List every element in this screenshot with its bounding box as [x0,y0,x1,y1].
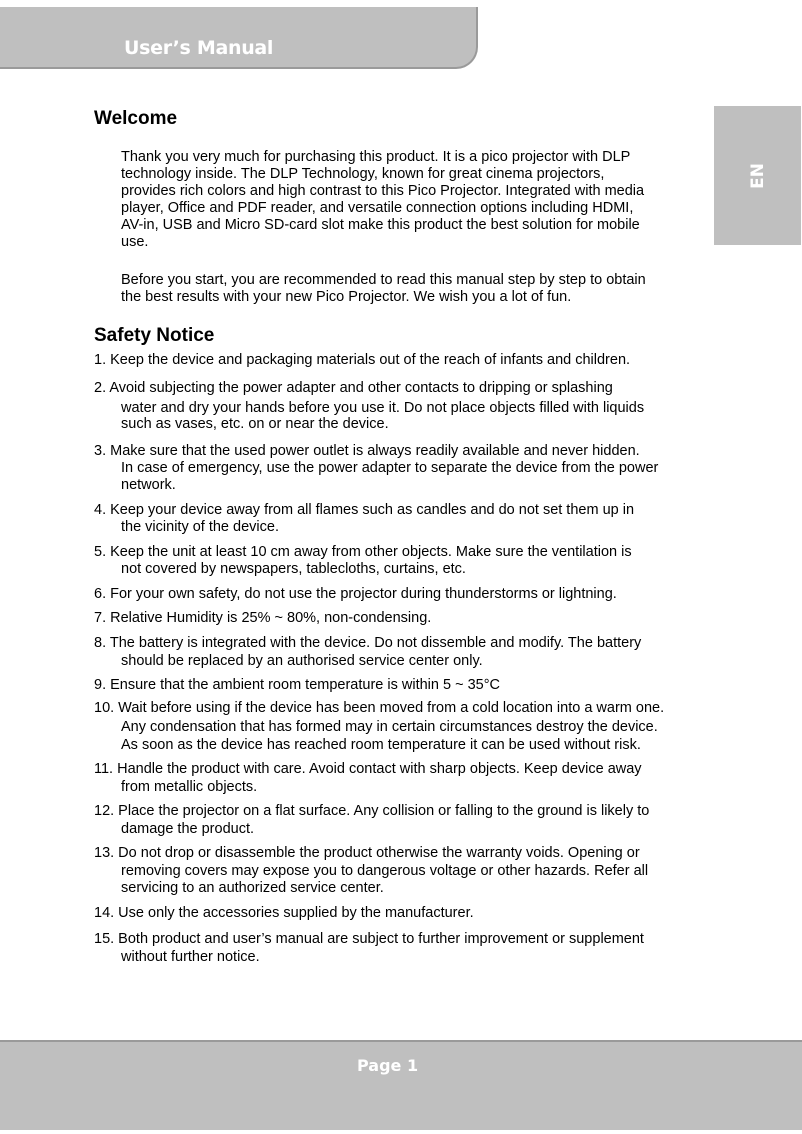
text-line: servicing to an authorized service center. [121,880,384,896]
language-label: EN [747,162,768,189]
text-line: network. [121,477,176,493]
welcome-heading: Welcome [94,108,178,129]
safety-heading: Safety Notice [94,325,215,346]
text-line: such as vases, etc. on or near the device. [121,416,389,432]
text-line: Any condensation that has formed may in certain circumstances destroy the device. [121,719,658,735]
header-tab [0,7,478,69]
text-line: 11. Handle the product with care. Avoid contact with sharp objects. Keep device away [94,761,642,777]
language-tab [714,106,801,245]
page-number: Page 1 [357,1056,419,1075]
text-line: As soon as the device has reached room temperature it can be used without risk. [121,737,641,753]
text-line: 1. Keep the device and packaging materials out of the reach of infants and children. [94,352,631,368]
text-line: damage the product. [121,821,255,837]
text-line: 2. Avoid subjecting the power adapter and other contacts to dripping or splashing [94,380,613,396]
text-line: In case of emergency, use the power adapter to separate the device from the power [121,460,659,476]
text-line: not covered by newspapers, tablecloths, curtains, etc. [121,561,466,577]
text-line: 15. Both product and user’s manual are subject to further improvement or supplement [94,931,644,947]
text-line: 8. The battery is integrated with the device. Do not dissemble and modify. The battery [94,635,642,651]
text-line: 14. Use only the accessories supplied by the manufacturer. [94,905,474,921]
text-line: 13. Do not drop or disassemble the product otherwise the warranty voids. Opening or [94,845,640,861]
text-line: Thank you very much for purchasing this product. It is a pico projector with DLP [121,149,631,165]
text-line: 6. For your own safety, do not use the projector during thunderstorms or lightning. [94,586,617,602]
text-line: technology inside. The DLP Technology, known for great cinema projectors, [121,166,605,182]
text-line: 4. Keep your device away from all flames such as candles and do not set them up in [94,502,635,518]
text-line: use. [121,234,149,250]
text-line: 7. Relative Humidity is 25% ~ 80%, non-condensing. [94,610,432,626]
text-line: removing covers may expose you to dangerous voltage or other hazards. Refer all [121,863,649,879]
text-line: 3. Make sure that the used power outlet is always readily available and never hidden. [94,443,640,459]
text-line: 5. Keep the unit at least 10 cm away from other objects. Make sure the ventilation is [94,544,632,560]
text-line: AV-in, USB and Micro SD-card slot make this product the best solution for mobile [121,217,640,233]
text-line: water and dry your hands before you use it. Do not place objects filled with liquids [121,400,645,416]
manual-title: User’s Manual [124,37,274,59]
text-line: the best results with your new Pico Projector. We wish you a lot of fun. [121,289,572,305]
text-line: 10. Wait before using if the device has been moved from a cold location into a warm one. [94,700,665,716]
text-line: without further notice. [121,949,260,965]
text-line: should be replaced by an authorised service center only. [121,653,483,669]
text-line: 9. Ensure that the ambient room temperature is within 5 ~ 35°C [94,677,500,693]
text-line: the vicinity of the device. [121,519,279,535]
text-line: Before you start, you are recommended to read this manual step by step to obtain [121,272,646,288]
footer-bar [0,1040,802,1130]
text-line: from metallic objects. [121,779,258,795]
text-line: player, Office and PDF reader, and versatile connection options including HDMI, [121,200,634,216]
text-line: provides rich colors and high contrast to this Pico Projector. Integrated with media [121,183,645,199]
text-line: 12. Place the projector on a flat surface. Any collision or falling to the ground is likely to [94,803,650,819]
